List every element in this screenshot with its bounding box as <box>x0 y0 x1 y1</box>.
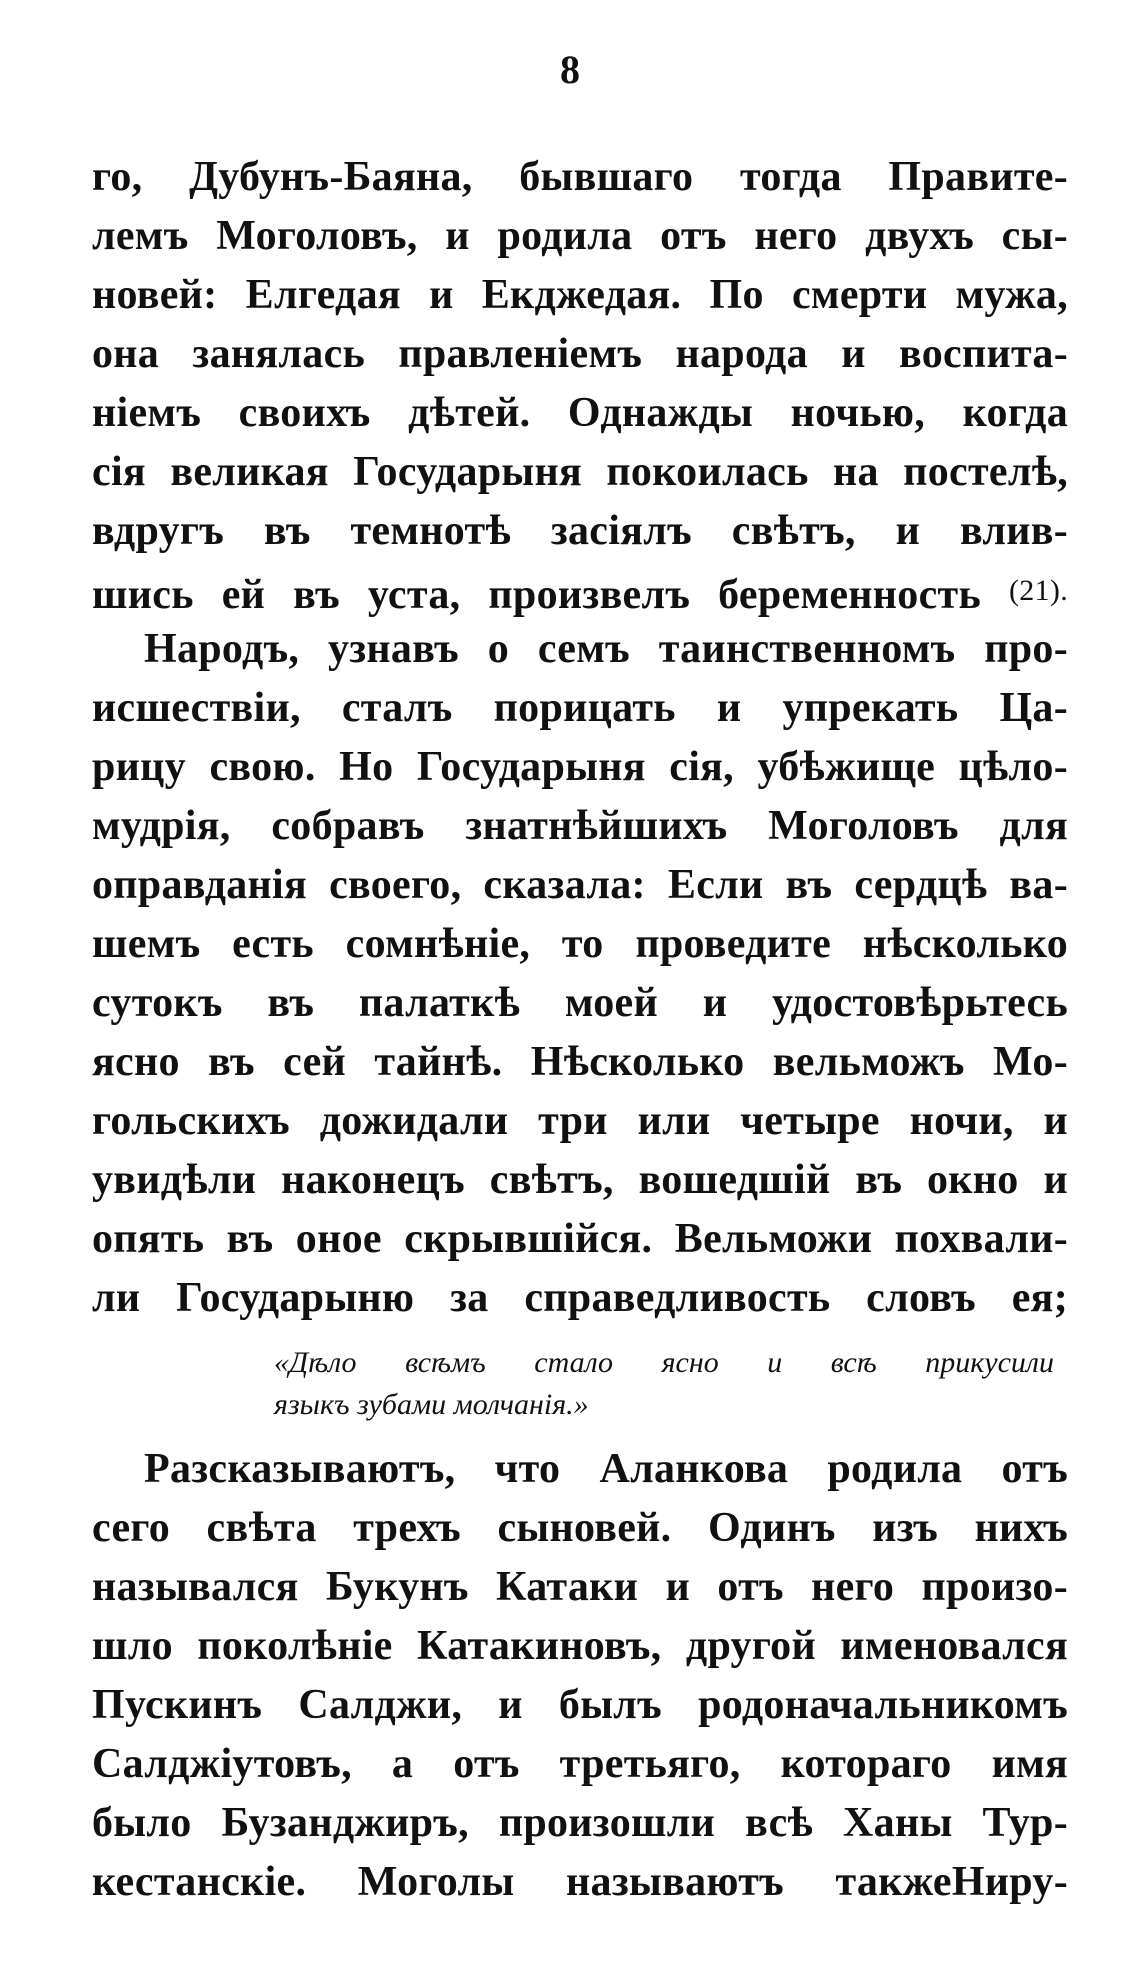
text-line: она занялась правленіемъ народа и воспита- <box>92 331 1068 377</box>
text-line: назывался Букунъ Катаки и отъ него произо- <box>92 1564 1068 1610</box>
text-line-body: шись ей въ уста, произвелъ беременность <box>92 572 981 618</box>
text-line: лемъ Моголовъ, и родила отъ него двухъ сы- <box>92 213 1068 259</box>
text-line: сія великая Государыня покоилась на постелѣ, <box>92 449 1068 495</box>
text-line: увидѣли наконецъ свѣтъ, вошедшій въ окно и <box>92 1157 1068 1203</box>
text-line: шло поколѣніе Катакиновъ, другой именовался <box>92 1623 1068 1669</box>
text-line: ли Государыню за справедливость словъ ея; <box>92 1275 1068 1321</box>
quote-block <box>274 1342 1054 1426</box>
paragraph-2 <box>92 620 1068 1328</box>
text-line: шемъ есть сомнѣніе, то проведите нѣсколько <box>92 921 1068 967</box>
text-line: сего свѣта трехъ сыновей. Одинъ изъ нихъ <box>92 1505 1068 1551</box>
text-line: Народъ, узнавъ о семъ таинственномъ про- <box>144 626 1068 672</box>
text-line: Пускинъ Салджи, и былъ родоначальникомъ <box>92 1682 1068 1728</box>
text-line: Разсказываютъ, что Аланкова родила отъ <box>144 1446 1068 1492</box>
text-line: рицу свою. Но Государыня сія, убѣжище цѣло- <box>92 744 1068 790</box>
text-line: опять въ оное скрывшійся. Вельможи похвали- <box>92 1216 1068 1262</box>
text-line: исшествіи, сталъ порицать и упрекать Ца- <box>92 685 1068 731</box>
text-line: было Бузанджиръ, произошли всѣ Ханы Тур- <box>92 1800 1068 1846</box>
quote-line: языкъ зубами молчанія.» <box>274 1388 589 1421</box>
paragraph-1 <box>92 148 1068 620</box>
text-line: оправданія своего, сказала: Если въ сердцѣ ва- <box>92 862 1068 908</box>
text-line: вдругъ въ темнотѣ засіялъ свѣтъ, и влив- <box>92 508 1068 554</box>
text-line: сутокъ въ палаткѣ моей и удостовѣрьтесь <box>92 980 1068 1026</box>
text-line: Салджіутовъ, а отъ третьяго, котораго имя <box>92 1741 1068 1787</box>
text-line: ясно въ сей тайнѣ. Нѣсколько вельможъ Мо- <box>92 1039 1068 1085</box>
text-line: гольскихъ дожидали три или четыре ночи, и <box>92 1098 1068 1144</box>
quote-line: «Дѣло всѣмъ стало ясно и всѣ прикусили <box>274 1346 1054 1379</box>
text-line: мудрія, собравъ знатнѣйшихъ Моголовъ для <box>92 803 1068 849</box>
text-line: новей: Елгедая и Екджедая. По смерти мужа, <box>92 272 1068 318</box>
footnote-marker: (21). <box>1009 574 1068 607</box>
page-number: 8 <box>560 47 580 92</box>
text-line: кестанскіе. Моголы называютъ такжеНиру- <box>92 1859 1068 1905</box>
text-line: ніемъ своихъ дѣтей. Однажды ночью, когда <box>92 390 1068 436</box>
text-line <box>92 561 1068 620</box>
paragraph-3 <box>92 1440 1068 1912</box>
text-line: го, Дубунъ-Баяна, бывшаго тогда Правите- <box>92 154 1068 200</box>
